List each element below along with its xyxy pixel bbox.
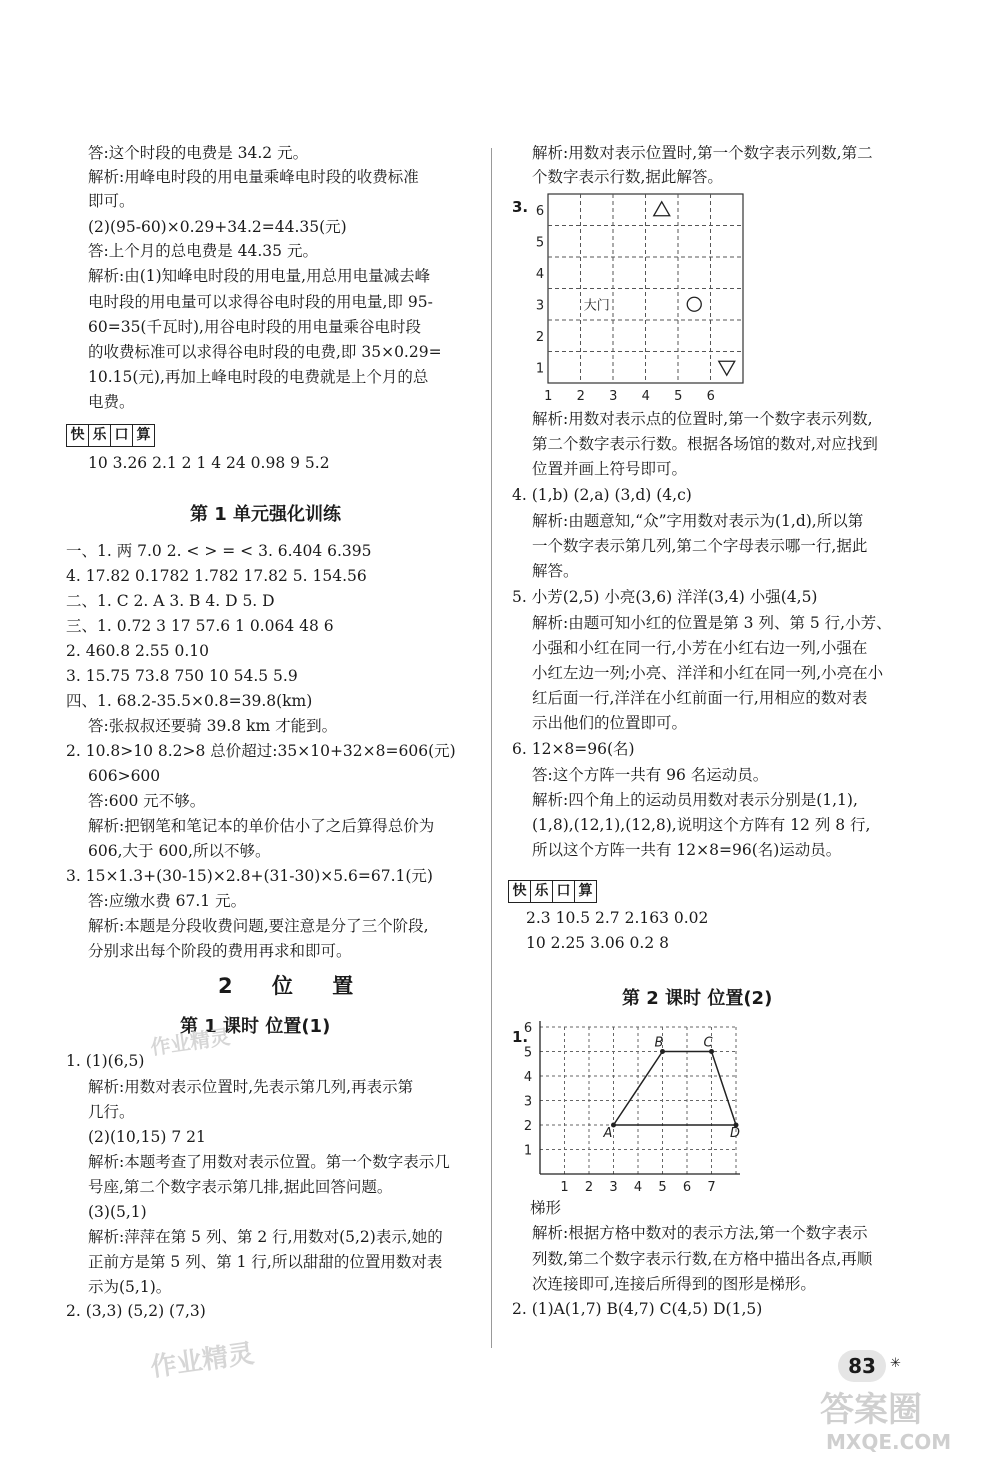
x-tick-label: 4: [633, 1180, 643, 1195]
text-line: 4. 17.82 0.1782 1.782 17.82 5. 154.56: [66, 567, 367, 585]
text-line: 解析:用峰电时段的用电量乘峰电时段的收费标准: [88, 168, 419, 186]
text-line: 解析:四个角上的运动员用数对表示分别是(1,1),: [532, 791, 858, 809]
text-line: 位置并画上符号即可。: [532, 460, 688, 478]
text-line: 解析:本题是分段收费问题,要注意是分了三个阶段,: [88, 917, 429, 935]
text-line: 的收费标准可以求得谷电时段的电费,即 35×0.29=: [88, 343, 442, 361]
x-tick-label: 7: [707, 1180, 716, 1195]
col-label: 3: [609, 389, 618, 404]
y-tick-label: 6: [523, 1021, 533, 1036]
text-line: 解析:用数对表示位置时,第一个数字表示列数,第二: [532, 144, 873, 162]
watermark: 答案圈: [820, 1390, 922, 1430]
col-label: 1: [544, 389, 553, 404]
text-line: 606>600: [88, 767, 161, 785]
trapezoid-grid: [520, 1021, 741, 1195]
text-line: 第二个数字表示行数。根据各场馆的数对,对应找到: [532, 435, 878, 453]
y-tick-label: 4: [523, 1070, 533, 1085]
text-line: 正前方是第 5 列、第 1 行,所以甜甜的位置用数对表: [88, 1253, 443, 1271]
y-tick-label: 2: [523, 1119, 533, 1134]
question-number: 1.: [512, 1028, 529, 1046]
text-line: 3. 15.75 73.8 750 10 54.5 5.9: [66, 667, 298, 685]
text-line: (1,8),(12,1),(12,8),说明这个方阵有 12 列 8 行,: [532, 816, 871, 834]
text-line: 二、1. C 2. A 3. B 4. D 5. D: [66, 592, 275, 610]
row-label: 6: [535, 203, 545, 219]
section-title: 2 位 置: [218, 974, 370, 998]
col-label: 2: [576, 389, 585, 404]
text-line: 2. (1)A(1,7) B(4,7) C(4,5) D(1,5): [512, 1300, 763, 1318]
col-label: 6: [706, 389, 715, 404]
triangle-down-mark: [719, 361, 735, 375]
text-line: 小红左边一列;小亮、洋洋和小红在同一列,小亮在小: [532, 664, 884, 682]
tag-char: 口: [552, 880, 575, 903]
kuaile-kousuan-tag: [508, 880, 596, 903]
lesson-title: 第 1 课时 位置(1): [180, 1016, 331, 1037]
triangle-up-mark: [654, 202, 670, 216]
text-line: 6. 12×8=96(名): [512, 740, 635, 758]
text-line: 解析:萍萍在第 5 列、第 2 行,用数对(5,2)表示,她的: [88, 1228, 443, 1246]
tag-char: 乐: [530, 880, 553, 903]
text-line: 解析:用数对表示点的位置时,第一个数字表示列数,: [532, 410, 873, 428]
text-line: 电时段的用电量可以求得谷电时段的用电量,即 95-: [88, 293, 433, 311]
col-label: 5: [674, 389, 683, 404]
text-line: 解析:本题考查了用数对表示位置。第一个数字表示几: [88, 1153, 450, 1171]
col-label: 4: [641, 389, 650, 404]
star-icon: ✳: [890, 1356, 901, 1371]
row-label: 5: [535, 235, 545, 251]
row-label: 2: [535, 329, 545, 345]
tag-char: 乐: [88, 424, 111, 447]
tag-char: 快: [66, 424, 89, 447]
question-number: 3.: [512, 198, 529, 216]
trapezoid-shape: [614, 1052, 737, 1126]
watermark: 作业精灵: [148, 1338, 256, 1384]
text-line: 解析:把钢笔和笔记本的单价估小了之后算得总价为: [88, 817, 435, 835]
point-label: D: [730, 1126, 741, 1141]
text-line: 解析:由题可知小红的位置是第 3 列、第 5 行,小芳、: [532, 614, 892, 632]
text-line: 答:600 元不够。: [88, 792, 206, 810]
row-label: 4: [535, 266, 545, 282]
point-label: A: [603, 1126, 613, 1141]
unit-title: 第 1 单元强化训练: [190, 504, 342, 525]
text-line: 答:应缴水费 67.1 元。: [88, 892, 247, 910]
y-tick-label: 1: [523, 1143, 533, 1159]
tag-char: 算: [132, 424, 155, 447]
text-line: 解答。: [532, 562, 579, 580]
text-line: 答:上个月的总电费是 44.35 元。: [88, 242, 318, 260]
text-line: 次连接即可,连接后所得到的图形是梯形。: [532, 1275, 816, 1293]
text-line: 答:这个方阵一共有 96 名运动员。: [532, 766, 769, 784]
y-tick-label: 3: [523, 1094, 533, 1110]
x-tick-label: 6: [682, 1180, 692, 1195]
text-line: 60=35(千瓦时),用谷电时段的用电量乘谷电时段: [88, 318, 421, 336]
x-tick-label: 5: [658, 1180, 667, 1195]
text-line: 即可。: [88, 192, 135, 210]
text-line: 2. 460.8 2.55 0.10: [66, 642, 209, 660]
text-line: 2. (3,3) (5,2) (7,3): [66, 1302, 206, 1320]
text-line: 10.15(元),再加上峰电时段的电费就是上个月的总: [88, 368, 429, 386]
text-line: 2. 10.8>10 8.2>8 总价超过:35×10+32×8=606(元): [66, 742, 456, 760]
text-line: 所以这个方阵一共有 12×8=96(名)运动员。: [532, 841, 842, 859]
watermark: MXQE.COM: [826, 1430, 952, 1454]
page-number: 83: [838, 1350, 886, 1382]
text-line: 解析:由题意知,“众”字用数对表示为(1,d),所以第: [532, 512, 864, 530]
shape-answer: 梯形: [530, 1199, 562, 1217]
kousuan-answers: 2.3 10.5 2.7 2.163 0.02: [526, 909, 709, 927]
text-line: (2)(95-60)×0.29+34.2=44.35(元): [88, 218, 347, 236]
x-tick-label: 3: [609, 1180, 618, 1195]
text-line: (3)(5,1): [88, 1203, 147, 1221]
point-label: C: [703, 1035, 713, 1051]
text-line: 列数,第二个数字表示行数,在方格中描出各点,再顺: [532, 1250, 873, 1268]
text-line: 解析:由(1)知峰电时段的用电量,用总用电量减去峰: [88, 267, 431, 285]
y-tick-label: 5: [523, 1045, 533, 1061]
text-line: 四、1. 68.2-35.5×0.8=39.8(km): [66, 692, 313, 710]
text-line: 分别求出每个阶段的费用再求和即可。: [88, 942, 352, 960]
column-divider: [491, 148, 492, 1348]
lesson-title: 第 2 课时 位置(2): [622, 988, 773, 1009]
kousuan-answers: 10 3.26 2.1 2 1 4 24 0.98 9 5.2: [88, 454, 330, 472]
text-line: 红后面一行,洋洋在小红前面一行,用相应的数对表: [532, 689, 868, 707]
point-label: B: [654, 1035, 664, 1051]
text-line: 答:这个时段的电费是 34.2 元。: [88, 144, 309, 162]
text-line: 一、1. 两 7.0 2. < > = < 3. 6.404 6.395: [66, 542, 372, 560]
text-line: 答:张叔叔还要骑 39.8 km 才能到。: [88, 717, 338, 735]
text-line: 3. 15×1.3+(30-15)×2.8+(31-30)×5.6=67.1(元): [66, 867, 433, 885]
text-line: 个数字表示行数,据此解答。: [532, 168, 723, 186]
text-line: 几行。: [88, 1103, 135, 1121]
row-label: 1: [535, 361, 545, 377]
text-line: 一个数字表示第几列,第二个字母表示哪一行,据此: [532, 537, 868, 555]
text-line: 1. (1)(6,5): [66, 1052, 145, 1070]
x-tick-label: 2: [584, 1180, 594, 1195]
circle-mark: [687, 297, 701, 311]
kuaile-kousuan-tag: [66, 424, 154, 447]
text-line: 606,大于 600,所以不够。: [88, 842, 271, 860]
text-line: 解析:根据方格中数对的表示方法,第一个数字表示: [532, 1224, 868, 1242]
tag-char: 口: [110, 424, 133, 447]
text-line: 小强和小红在同一行,小芳在小红右边一列,小强在: [532, 639, 868, 657]
venue-grid: [528, 192, 768, 404]
text-line: 示为(5,1)。: [88, 1278, 172, 1296]
text-line: 4. (1,b) (2,a) (3,d) (4,c): [512, 486, 692, 504]
gate-label: 大门: [583, 298, 610, 314]
watermark: 作业精灵: [148, 1024, 232, 1060]
kousuan-answers: 10 2.25 3.06 0.2 8: [526, 934, 669, 952]
text-line: 三、1. 0.72 3 17 57.6 1 0.064 48 6: [66, 617, 334, 635]
text-line: 电费。: [88, 393, 135, 411]
text-line: 解析:用数对表示位置时,先表示第几列,再表示第: [88, 1078, 414, 1096]
text-line: 5. 小芳(2,5) 小亮(3,6) 洋洋(3,4) 小强(4,5): [512, 588, 818, 606]
tag-char: 快: [508, 880, 531, 903]
text-line: 示出他们的位置即可。: [532, 714, 688, 732]
text-line: (2)(10,15) 7 21: [88, 1128, 206, 1146]
tag-char: 算: [574, 880, 597, 903]
row-label: 3: [535, 298, 545, 314]
x-tick-label: 1: [560, 1180, 569, 1195]
text-line: 号座,第二个数字表示第几排,据此回答问题。: [88, 1178, 393, 1196]
